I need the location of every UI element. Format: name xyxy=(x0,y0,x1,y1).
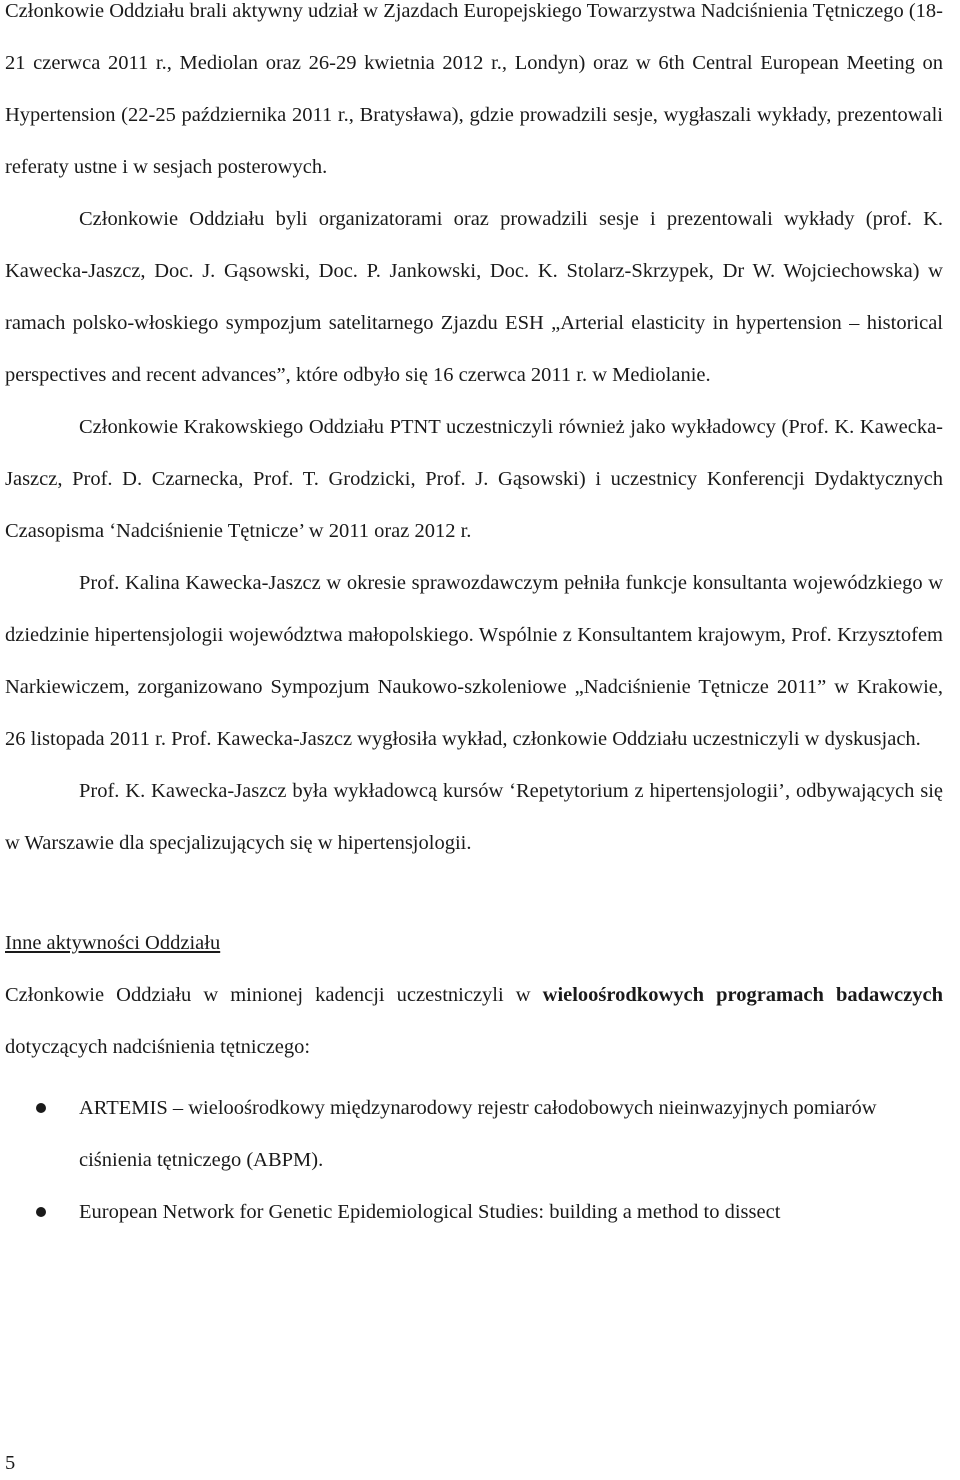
paragraph-revision-courses: Prof. K. Kawecka-Jaszcz była wykładowcą kursów ‘Repetytorium z hipertensjologii’, odbywających się w Warszawie dla specjalizujących się w hipertensjologii. xyxy=(5,780,943,854)
bullet-icon xyxy=(36,1207,46,1217)
paragraph-didactic-conferences: Członkowie Krakowskiego Oddziału PTNT uczestniczyli również jako wykładowcy (Prof. K. Kawecka-Jaszcz, Prof. D. Czarnecka, Prof. T. Grodzicki, Prof. J. Gąsowski) i uczestnicy Konferencji Dydaktycznych Czasopisma ‘Nadciśnienie Tętnicze’ w 2011 oraz 2012 r. xyxy=(5,416,943,542)
paragraph-provincial-consultant: Prof. Kalina Kawecka-Jaszcz w okresie sprawozdawczym pełniła funkcje konsultanta wojewódzkiego w dziedzinie hipertensjologii województwa małopolskiego. Wspólnie z Konsultantem krajowym, Prof. Krzysztofem Narkiewiczem, zorganizowano Sympozjum Naukowo-szkoleniowe „Nadciśnienie Tętnicze 2011” w Krakowie, 26 listopada 2011 r. Prof. Kawecka-Jaszcz wygłosiła wykład, członkowie Oddziału uczestniczyli w dyskusjach. xyxy=(5,572,943,750)
section-intro-bold: wieloośrodkowych programach badawczych xyxy=(542,984,943,1006)
section-intro xyxy=(5,969,943,1073)
page-number: 5 xyxy=(5,1452,16,1474)
paragraph-satellite-symposium: Członkowie Oddziału byli organizatorami oraz prowadzili sesje i prezentowali wykłady (prof. K. Kawecka-Jaszcz, Doc. J. Gąsowski, Doc. P. Jankowski, Doc. K. Stolarz-Skrzypek, Dr W. Wojciechowska) w ramach polsko-włoskiego sympozjum satelitarnego Zjazdu ESH „Arterial elasticity in hypertension – historical perspectives and recent advances”, które odbyło się 16 czerwca 2011 r. w Mediolanie. xyxy=(5,208,943,386)
document-page xyxy=(5,0,943,1238)
section-intro-text: Członkowie Oddziału w minionej kadencji uczestniczyli w xyxy=(5,984,543,1006)
list-item xyxy=(5,1186,943,1238)
list-item-text: ARTEMIS – wieloośrodkowy międzynarodowy rejestr całodobowych nieinwazyjnych pomiarów ciśnienia tętniczego (ABPM). xyxy=(79,1097,877,1171)
bullet-icon xyxy=(36,1103,46,1113)
list-item xyxy=(5,1082,943,1186)
paragraph-esh-congresses: Członkowie Oddziału brali aktywny udział w Zjazdach Europejskiego Towarzystwa Nadciśnienia Tętniczego (18-21 czerwca 2011 r., Mediolan oraz 26-29 kwietnia 2012 r., Londyn) oraz w 6th Central European Meeting on Hypertension (22-25 października 2011 r., Bratysława), gdzie prowadzili sesje, wygłaszali wykłady, prezentowali referaty ustne i w sesjach posterowych. xyxy=(5,0,943,178)
research-programs-list xyxy=(5,1082,943,1238)
section-intro-text-end: dotyczących nadciśnienia tętniczego: xyxy=(5,1036,311,1058)
section-heading: Inne aktywności Oddziału xyxy=(5,932,221,954)
list-item-text: European Network for Genetic Epidemiological Studies: building a method to dissect xyxy=(79,1201,781,1223)
